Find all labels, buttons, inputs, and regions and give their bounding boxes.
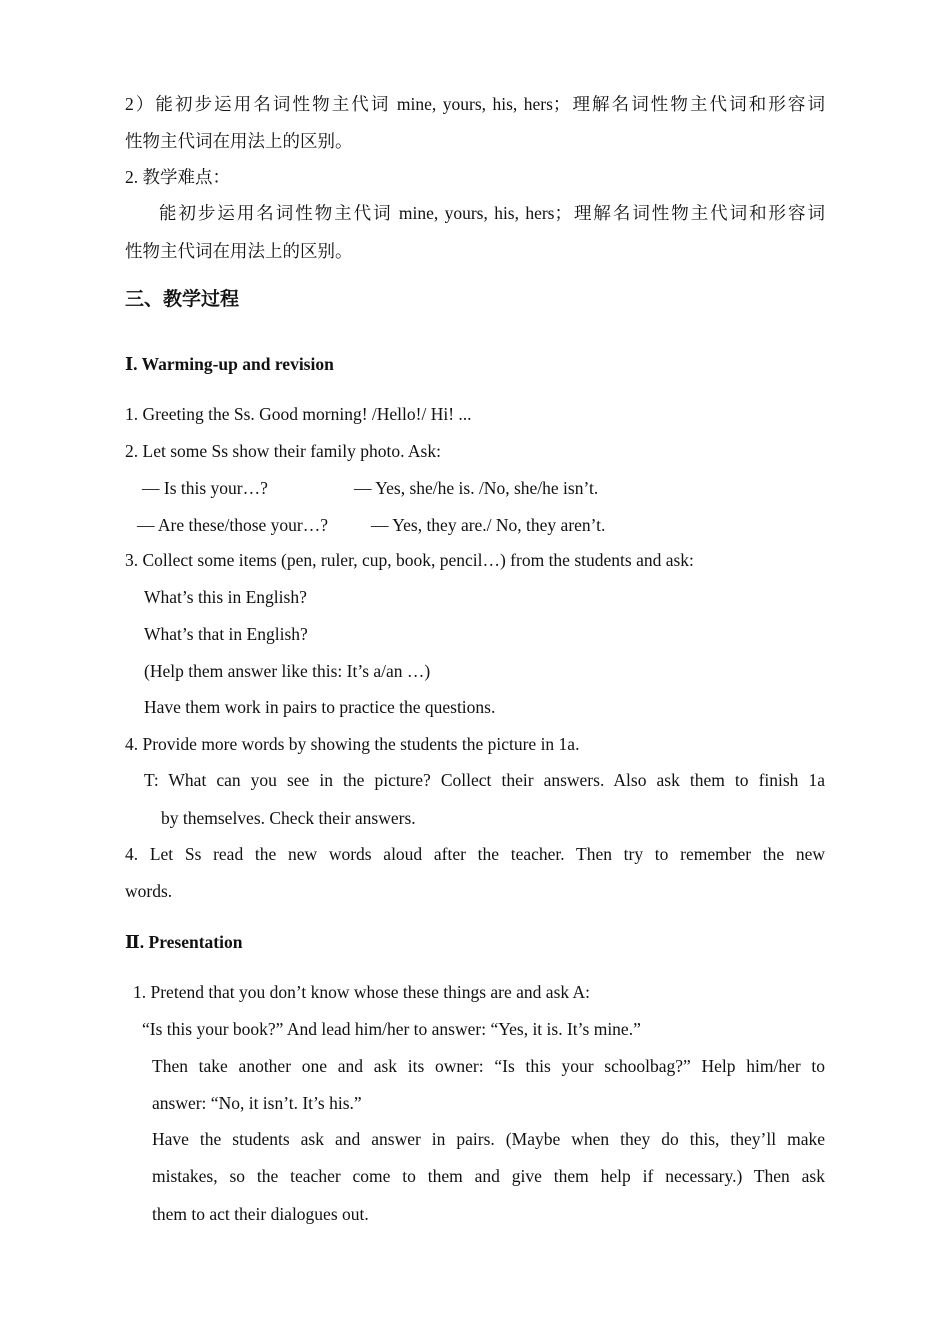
part1-line: by themselves. Check their answers. <box>161 808 416 828</box>
section-heading-teaching-process: 三、教学过程 <box>125 289 240 310</box>
difficulty-line-2: 性物主代词在用法上的区别。 <box>125 241 353 261</box>
difficulty-line-1: 能初步运用名词性物主代词 mine, yours, his, hers；理解名词性物主代词和形容词 <box>159 203 825 223</box>
part1-line: 1. Greeting the Ss. Good morning! /Hello!/ Hi! ... <box>125 404 472 424</box>
part1-line: — Is this your…? <box>142 478 268 498</box>
part1-line: words. <box>125 881 173 901</box>
part1-line: T: What can you see in the picture? Collect their answers. Also ask them to finish 1a <box>144 770 825 790</box>
objective-item-2-line-2: 性物主代词在用法上的区别。 <box>125 131 353 151</box>
part2-line: them to act their dialogues out. <box>152 1204 369 1224</box>
part1-line: 2. Let some Ss show their family photo. Ask: <box>125 441 441 461</box>
objective-item-2-line-1: 2）能初步运用名词性物主代词 mine, yours, his, hers；理解名词性物主代词和形容词 <box>125 94 825 114</box>
part2-heading: Ⅱ. Presentation <box>125 932 243 952</box>
part1-line: 4. Provide more words by showing the students the picture in 1a. <box>125 734 580 754</box>
part1-line: What’s that in English? <box>144 624 308 644</box>
part1-line: 3. Collect some items (pen, ruler, cup, book, pencil…) from the students and ask: <box>125 550 694 570</box>
part1-line: 4. Let Ss read the new words aloud after the teacher. Then try to remember the new <box>125 844 825 864</box>
part1-line: Have them work in pairs to practice the questions. <box>144 697 496 717</box>
part1-line: — Are these/those your…? <box>137 515 328 535</box>
part1-line: — Yes, they are./ No, they aren’t. <box>371 515 606 535</box>
part1-line: — Yes, she/he is. /No, she/he isn’t. <box>354 478 599 498</box>
part2-line: 1. Pretend that you don’t know whose these things are and ask A: <box>133 982 591 1002</box>
part2-line: Have the students ask and answer in pairs. (Maybe when they do this, they’ll make <box>152 1129 825 1149</box>
part2-line: “Is this your book?” And lead him/her to answer: “Yes, it is. It’s mine.” <box>142 1019 641 1039</box>
part1-line: (Help them answer like this: It’s a/an …) <box>144 661 431 681</box>
difficulty-heading: 2. 教学难点： <box>125 167 230 187</box>
part2-line: mistakes, so the teacher come to them and give them help if necessary.) Then ask <box>152 1166 825 1186</box>
part2-line: Then take another one and ask its owner: “Is this your schoolbag?” Help him/her to <box>152 1056 825 1076</box>
part1-heading: Ⅰ. Warming-up and revision <box>125 354 334 374</box>
part2-line: answer: “No, it isn’t. It’s his.” <box>152 1093 362 1113</box>
part1-line: What’s this in English? <box>144 587 307 607</box>
